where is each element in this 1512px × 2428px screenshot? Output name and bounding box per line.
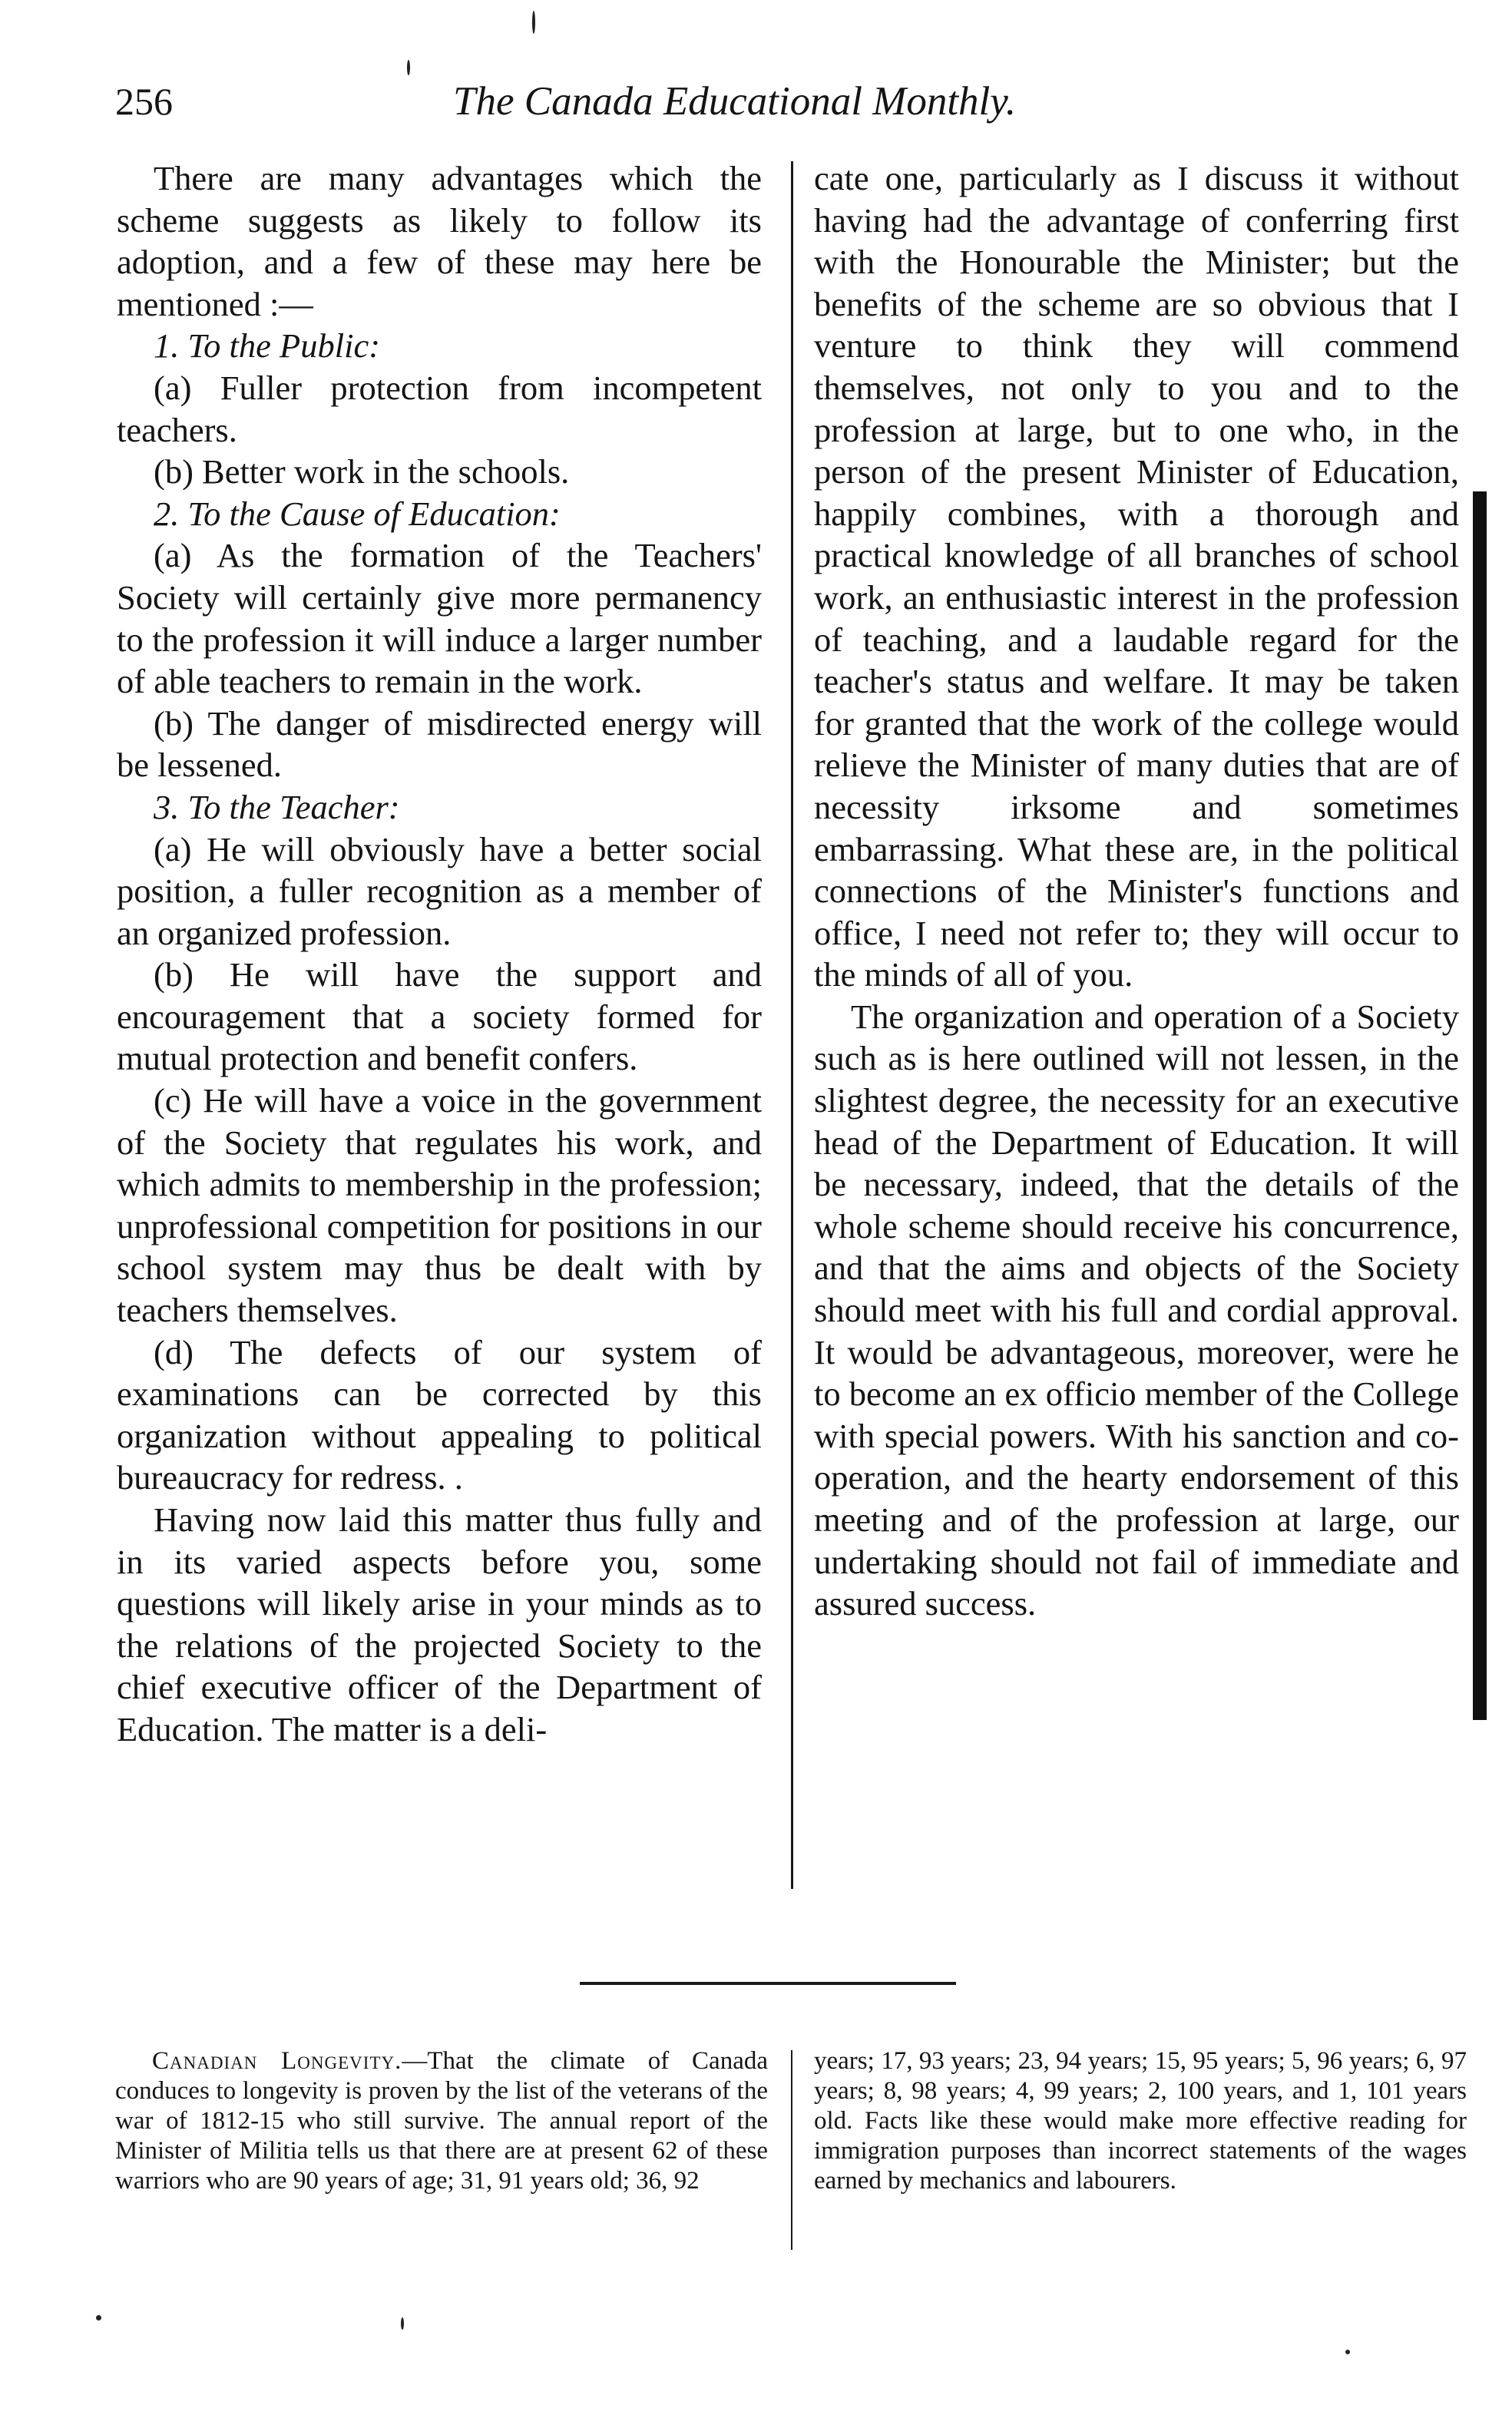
note-text-right: years; 17, 93 years; 23, 94 years; 15, 95 years; 5, 96 years; 6, 97 years; 8, 98 years; 4, 99 years; 2, 100 years, and 1, 101 years old. Facts like these would make more effective reading for immigration purposes than incorrect statements of the wages earned by mechanics and labourers. [814,2047,1467,2195]
section-divider [580,1982,956,1985]
item-teacher-a: (a) He will obviously have a better social position, a fuller recognition as a member of an organized profession. [117,829,762,952]
page-edge-shadow [1473,491,1487,1720]
column-rule [791,161,793,1889]
note-right-column [814,2046,1467,2196]
item-education-b: (b) The danger of misdirected energy will be lessened. [117,703,762,785]
paragraph-minister: cate one, particularly as I discuss it without having had the advantage of conferring first with the Honourable the Minister; but the benefits of the scheme are so obvious that I venture to think they will commend themselves, not only to you and to the profession at large, but to one who, in the person of the present Minister of Education, happily combines, with a thorough and practical knowledge of all branches of school work, an enthusiastic interest in the profession of teaching, and a laudable regard for the teacher's status and welfare. It may be taken for granted that the work of the college would relieve the Minister of many duties that are of necessity irksome and sometimes embarrassing. What these are, in the political connections of the Minister's functions and office, I need not refer to; they will occur to the minds of all of you. [814,159,1459,994]
item-teacher-b: (b) He will have the support and encouragement that a society formed for mutual protection and benefit confers. [117,955,762,1078]
running-head [115,71,1106,132]
paragraph-organization: The organization and operation of a Society such as is here outlined will not lessen, in the slightest degree, the necessity for an executive head of the Department of Education. It will be necessary, indeed, that the details of the whole scheme should receive his concurrence, and that the aims and objects of the Society should meet with his full and cordial approval. It would be advantageous, moreover, were he to become an ex officio member of the College with special powers. With his sanction and co-operation, and the hearty endorsement of this meeting and of the profession at large, our undertaking should not fail of immediate and assured success. [814,997,1459,1623]
note-column-rule [791,2050,792,2250]
heading-cause-of-education: 2. To the Cause of Education: [154,494,561,533]
note-text-left: —That the climate of Canada conduces to longevity is proven by the list of the veterans of the war of 1812-15 who still survive. The annual report of the Minister of Militia tells us that there are at present 62 of these warriors who are 90 years of age; 31, 91 years old; 36, 92 [115,2047,768,2195]
item-teacher-c: (c) He will have a voice in the government of the Society that regulates his work, and which admits to membership in the profession; unprofessional competition for positions in our school system may thus be dealt with by teachers themselves. [117,1081,762,1330]
item-public-b: (b) Better work in the schools. [154,452,570,491]
paragraph-advantages: There are many advantages which the scheme suggests as likely to follow its adoption, and a few of these may here be mentioned :— [117,159,762,323]
left-column [117,157,762,1751]
note-left-column [115,2046,768,2196]
item-education-a: (a) As the formation of the Teachers' Society will certainly give more permanency to the profession it will induce a larger number of able teachers to remain in the work. [117,536,762,701]
right-column [814,157,1459,1625]
heading-to-the-public: 1. To the Public: [154,326,381,366]
note-heading: Canadian Longevity. [152,2047,402,2075]
item-teacher-d: (d) The defects of our system of examinations can be corrected by this organization without appealing to political bureaucracy for redress. . [117,1332,762,1497]
paragraph-relations: Having now laid this matter thus fully and in its varied aspects before you, some questions will likely arise in your minds as to the relations of the projected Society to the chief executive officer of the Department of Education. The matter is a deli- [117,1500,762,1748]
item-public-a: (a) Fuller protection from incompetent teachers. [117,368,762,449]
page-number: 256 [115,80,173,123]
journal-title: The Canada Educational Monthly. [453,79,1017,124]
note-paragraph-start [115,2046,768,2196]
heading-to-the-teacher: 3. To the Teacher: [154,787,400,826]
